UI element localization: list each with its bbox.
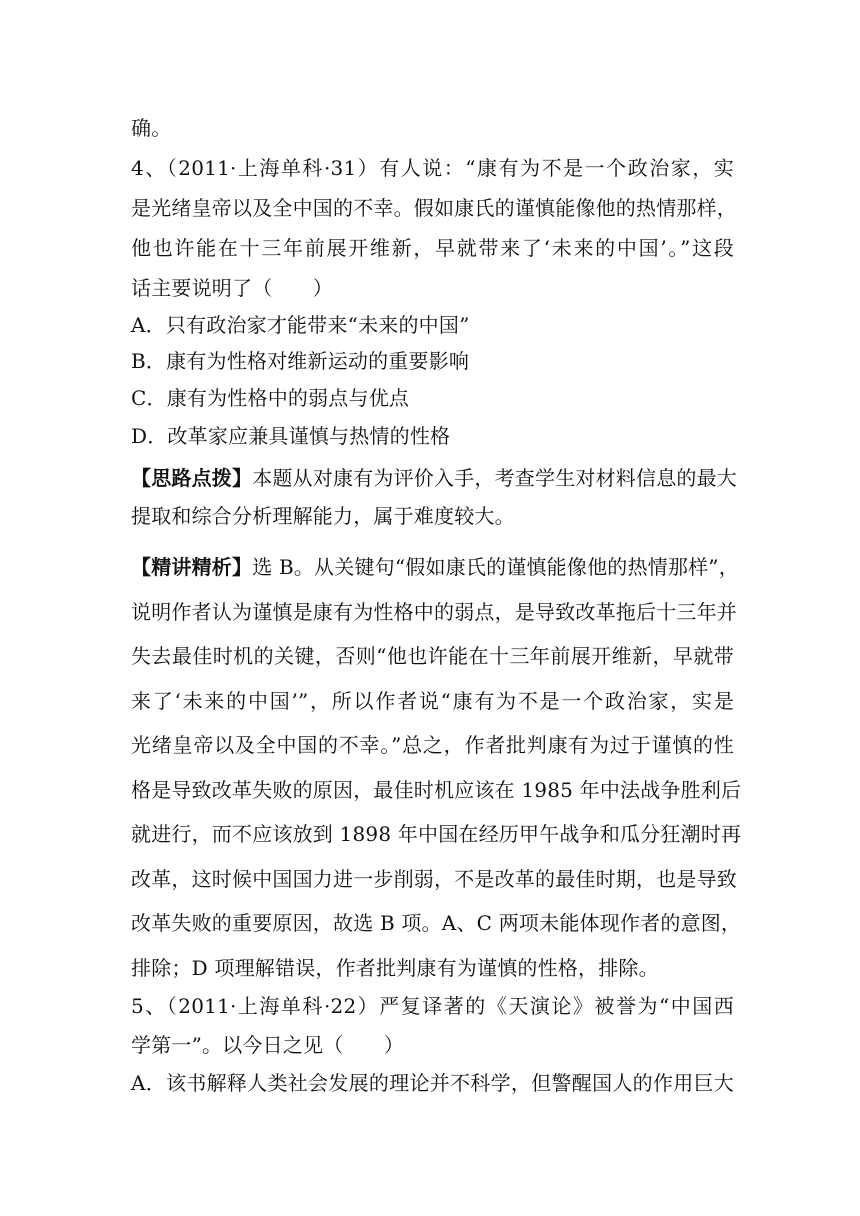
question-5-stem-line: 5、（2011·上海单科·22）严复译著的《天演论》被誉为“中国西 (131, 994, 734, 1018)
option-c: C．康有为性格中的弱点与优点 (131, 386, 410, 410)
analysis-text: 来了‘未来的中国’”，所以作者说“康有为不是一个政治家，实是 (131, 689, 734, 713)
analysis-text: 改革，这时候中国国力进一步削弱，不是改革的最佳时期，也是导致 (131, 867, 737, 891)
question-5-stem-line: 学第一”。以今日之见（ ） (131, 1033, 405, 1057)
tip-text: 提取和综合分析理解能力，属于难度较大。 (131, 504, 515, 528)
option-d: D．改革家应兼具谨慎与热情的性格 (131, 424, 451, 448)
question-4-stem-line: 他也许能在十三年前展开维新，早就带来了‘未来的中国’。”这段 (131, 236, 734, 260)
tip-label: 【思路点拨】 (131, 466, 253, 490)
analysis-text: 光绪皇帝以及全中国的不幸。”总之，作者批判康有为过于谨慎的性 (131, 733, 734, 757)
question-4-stem-line: 是光绪皇帝以及全中国的不幸。假如康氏的谨慎能像他的热情那样， (131, 196, 737, 220)
tip-line (131, 463, 738, 493)
option-b: B．康有为性格对维新运动的重要影响 (131, 349, 470, 373)
analysis-text: 改革失败的重要原因，故选 B 项。A、C 两项未能体现作者的意图， (131, 911, 742, 935)
analysis-label: 【精讲精析】 (131, 555, 253, 579)
analysis-text: 就进行，而不应该放到 1898 年中国在经历甲午战争和瓜分狂潮时再 (131, 822, 742, 846)
question-4-stem-line: 4、（2011·上海单科·31）有人说：“康有为不是一个政治家，实 (131, 156, 734, 180)
analysis-text: 失去最佳时机的关键，否则“他也许能在十三年前展开维新，早就带 (131, 644, 734, 668)
option-a: A．只有政治家才能带来“未来的中国” (131, 313, 470, 337)
analysis-text: 格是导致改革失败的原因，最佳时机应该在 1985 年中法战争胜利后 (131, 778, 742, 802)
analysis-text: 选 B。从关键句“假如康氏的谨慎能像他的热情那样”， (252, 555, 739, 579)
analysis-text: 排除；D 项理解错误，作者批判康有为谨慎的性格，排除。 (131, 956, 659, 980)
tip-text: 本题从对康有为评价入手，考查学生对材料信息的最大 (252, 466, 738, 490)
text-line: 确。 (131, 116, 172, 140)
question-4-stem-line: 话主要说明了（ ） (131, 276, 333, 300)
analysis-text: 说明作者认为谨慎是康有为性格中的弱点，是导致改革拖后十三年并 (131, 600, 737, 624)
option-a: A．该书解释人类社会发展的理论并不科学，但警醒国人的作用巨大 (131, 1071, 734, 1095)
analysis-line (131, 552, 739, 582)
